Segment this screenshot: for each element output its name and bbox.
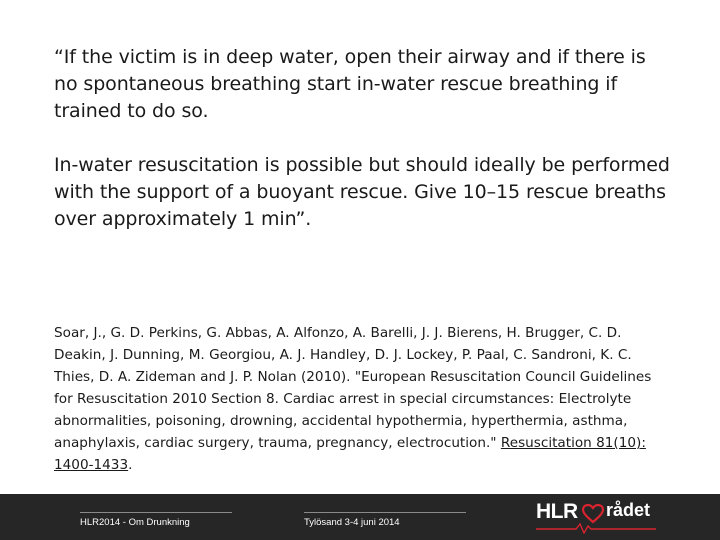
quote-paragraph-2: In-water resuscitation is possible but should ideally be performed with the support of a buoyant rescue. Give 10–15 rescue breaths over approximately 1 min”.	[54, 154, 670, 230]
ecg-line-icon	[536, 522, 656, 534]
logo-hlr-text: HLR	[536, 500, 578, 523]
quote-paragraph-1: “If the victim is in deep water, open their airway and if there is no spontaneous breathing start in-water rescue breathing if trained to do so.	[54, 46, 646, 122]
reference-citation	[54, 322, 674, 476]
footer-middle	[304, 512, 466, 528]
logo-radet-text: rådet	[606, 500, 651, 520]
heart-icon	[582, 504, 604, 524]
hlr-radet-logo	[536, 500, 656, 534]
footer-date-location: Tylösand 3-4 juni 2014	[304, 517, 400, 528]
journal-link[interactable]: Resuscitation 81(10): 1400-1433	[54, 435, 646, 473]
quote-block	[54, 44, 674, 233]
footer-event-title: HLR2014 - Om Drunkning	[80, 517, 190, 528]
citation-end: .	[128, 457, 133, 473]
footer-left	[80, 512, 232, 528]
citation-text: Soar, J., G. D. Perkins, G. Abbas, A. Alfonzo, A. Barelli, J. J. Bierens, H. Brugger, C. D. Deakin, J. Dunning, M. Georgiou, A. J. Handley, D. J. Lockey, P. Paal, C. Sandroni, K. C. Thies, D. A. Zideman and J. P. Nolan (2010). "European Resuscitation Council Guidelines for Resuscitation 2010 Section 8. Cardiac arrest in special circumstances: Electrolyte abnormalities, poisoning, drowning, accidental hypothermia, hyperthermia, asthma, anaphylaxis, cardiac surgery, trauma, pregnancy, electrocution."	[54, 325, 652, 451]
